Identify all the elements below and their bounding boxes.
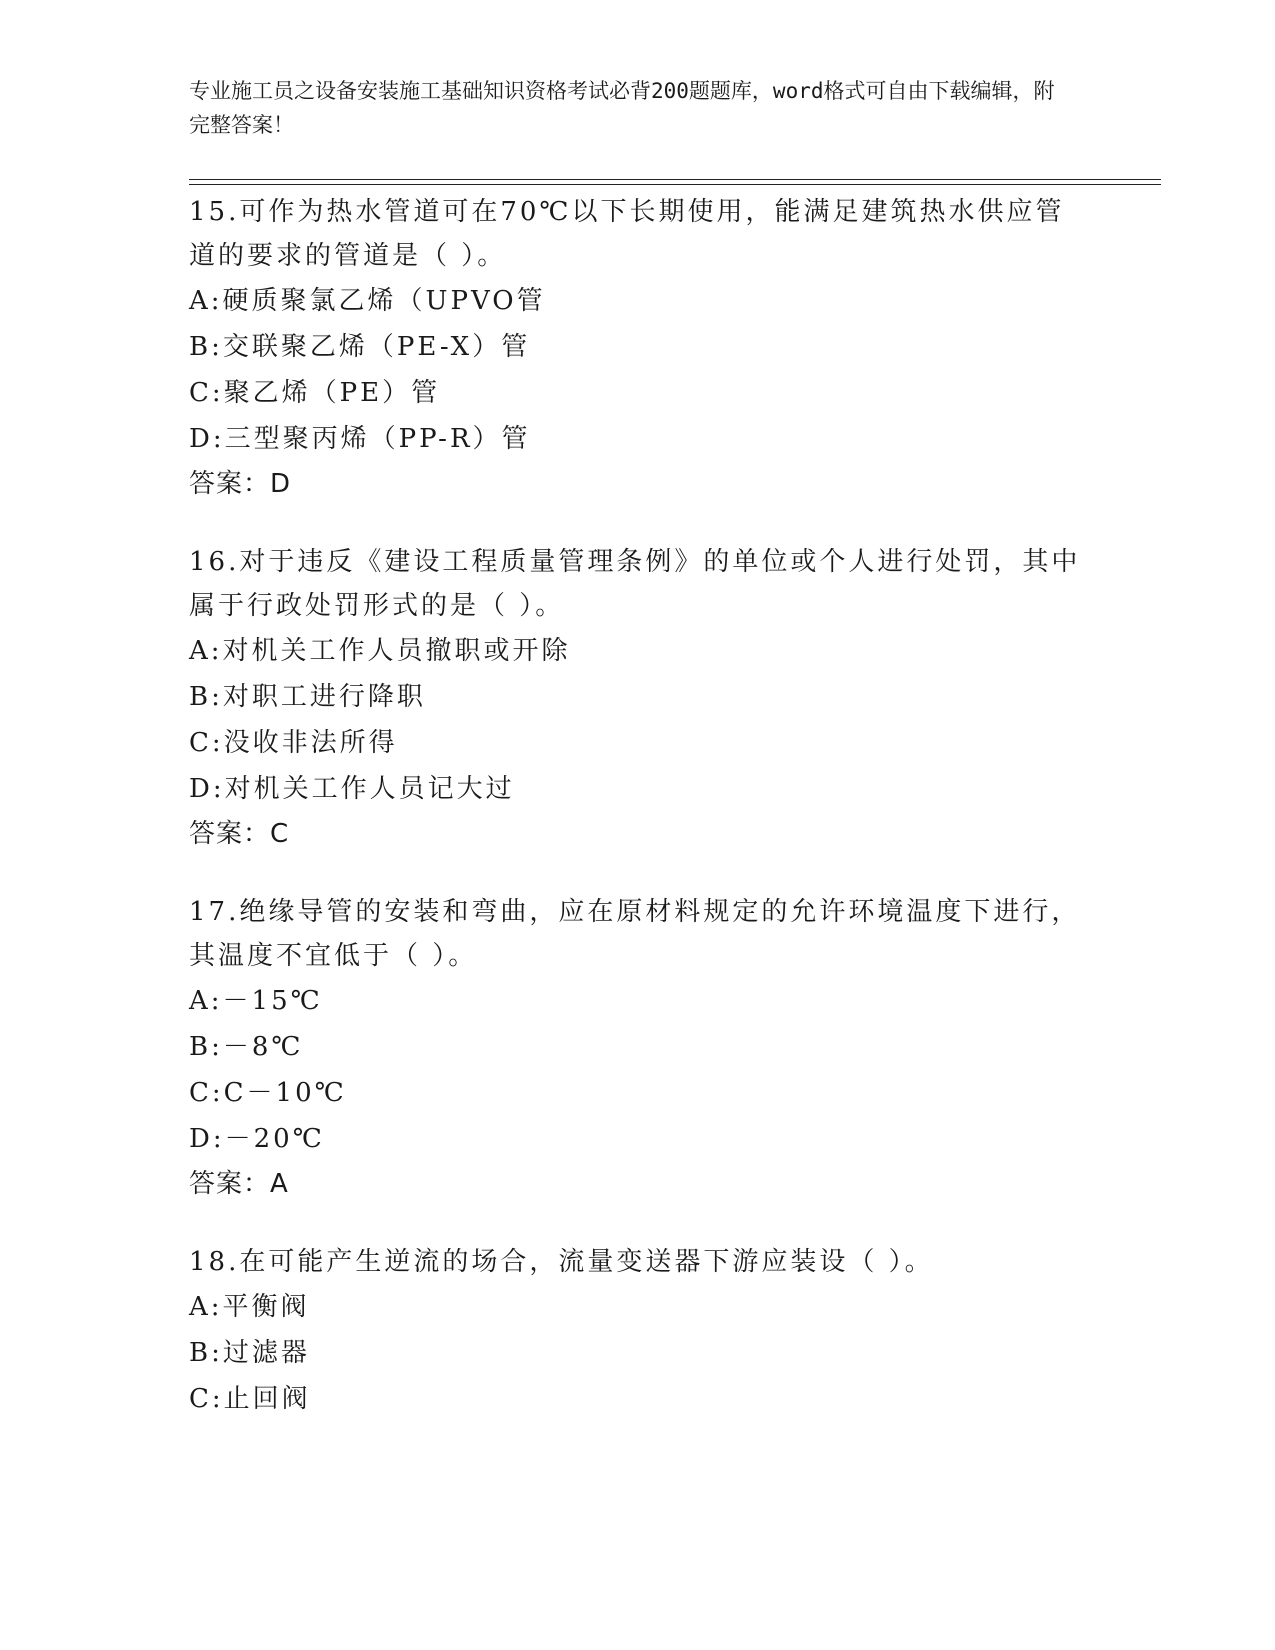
answer-line: 答案：A bbox=[189, 1169, 289, 1199]
option-b: B:交联聚乙烯（PE-X）管 bbox=[189, 332, 531, 362]
option-d: D:三型聚丙烯（PP-R）管 bbox=[189, 424, 531, 454]
option-a: A:硬质聚氯乙烯（UPVO管 bbox=[189, 286, 546, 316]
question-16 bbox=[189, 540, 1089, 856]
option-c: C:聚乙烯（PE）管 bbox=[189, 378, 441, 408]
question-17 bbox=[189, 890, 1089, 1206]
question-stem: 16.对于违反《建设工程质量管理条例》的单位或个人进行处罚，其中属于行政处罚形式的是（ ）。 bbox=[189, 547, 1081, 621]
question-stem: 17.绝缘导管的安装和弯曲，应在原材料规定的允许环境温度下进行，其温度不宜低于（ ）。 bbox=[189, 897, 1081, 971]
option-c: C:止回阀 bbox=[189, 1384, 311, 1414]
question-stem: 15.可作为热水管道可在70℃以下长期使用，能满足建筑热水供应管道的要求的管道是（ ）。 bbox=[189, 197, 1065, 271]
answer-line: 答案：C bbox=[189, 819, 290, 849]
question-18 bbox=[189, 1240, 1089, 1422]
option-a: A:平衡阀 bbox=[189, 1292, 310, 1322]
option-b: B:对职工进行降职 bbox=[189, 682, 426, 712]
question-list bbox=[189, 190, 1089, 1456]
option-d: D:对机关工作人员记大过 bbox=[189, 774, 515, 804]
question-15 bbox=[189, 190, 1089, 506]
option-c: C:没收非法所得 bbox=[189, 728, 398, 758]
option-a: A:－15℃ bbox=[189, 986, 323, 1016]
answer-line: 答案：D bbox=[189, 469, 292, 499]
option-b: B:－8℃ bbox=[189, 1032, 304, 1062]
question-stem: 18.在可能产生逆流的场合，流量变送器下游应装设（ ）。 bbox=[189, 1247, 934, 1277]
header-divider bbox=[189, 179, 1161, 180]
option-b: B:过滤器 bbox=[189, 1338, 310, 1368]
option-d: D:－20℃ bbox=[189, 1124, 325, 1154]
option-c: C:C－10℃ bbox=[189, 1078, 347, 1108]
header-divider-secondary bbox=[189, 184, 1161, 185]
document-header: 专业施工员之设备安装施工基础知识资格考试必背200题题库，word格式可自由下载编辑，附完整答案！ bbox=[189, 79, 1055, 137]
option-a: A:对机关工作人员撤职或开除 bbox=[189, 636, 571, 666]
